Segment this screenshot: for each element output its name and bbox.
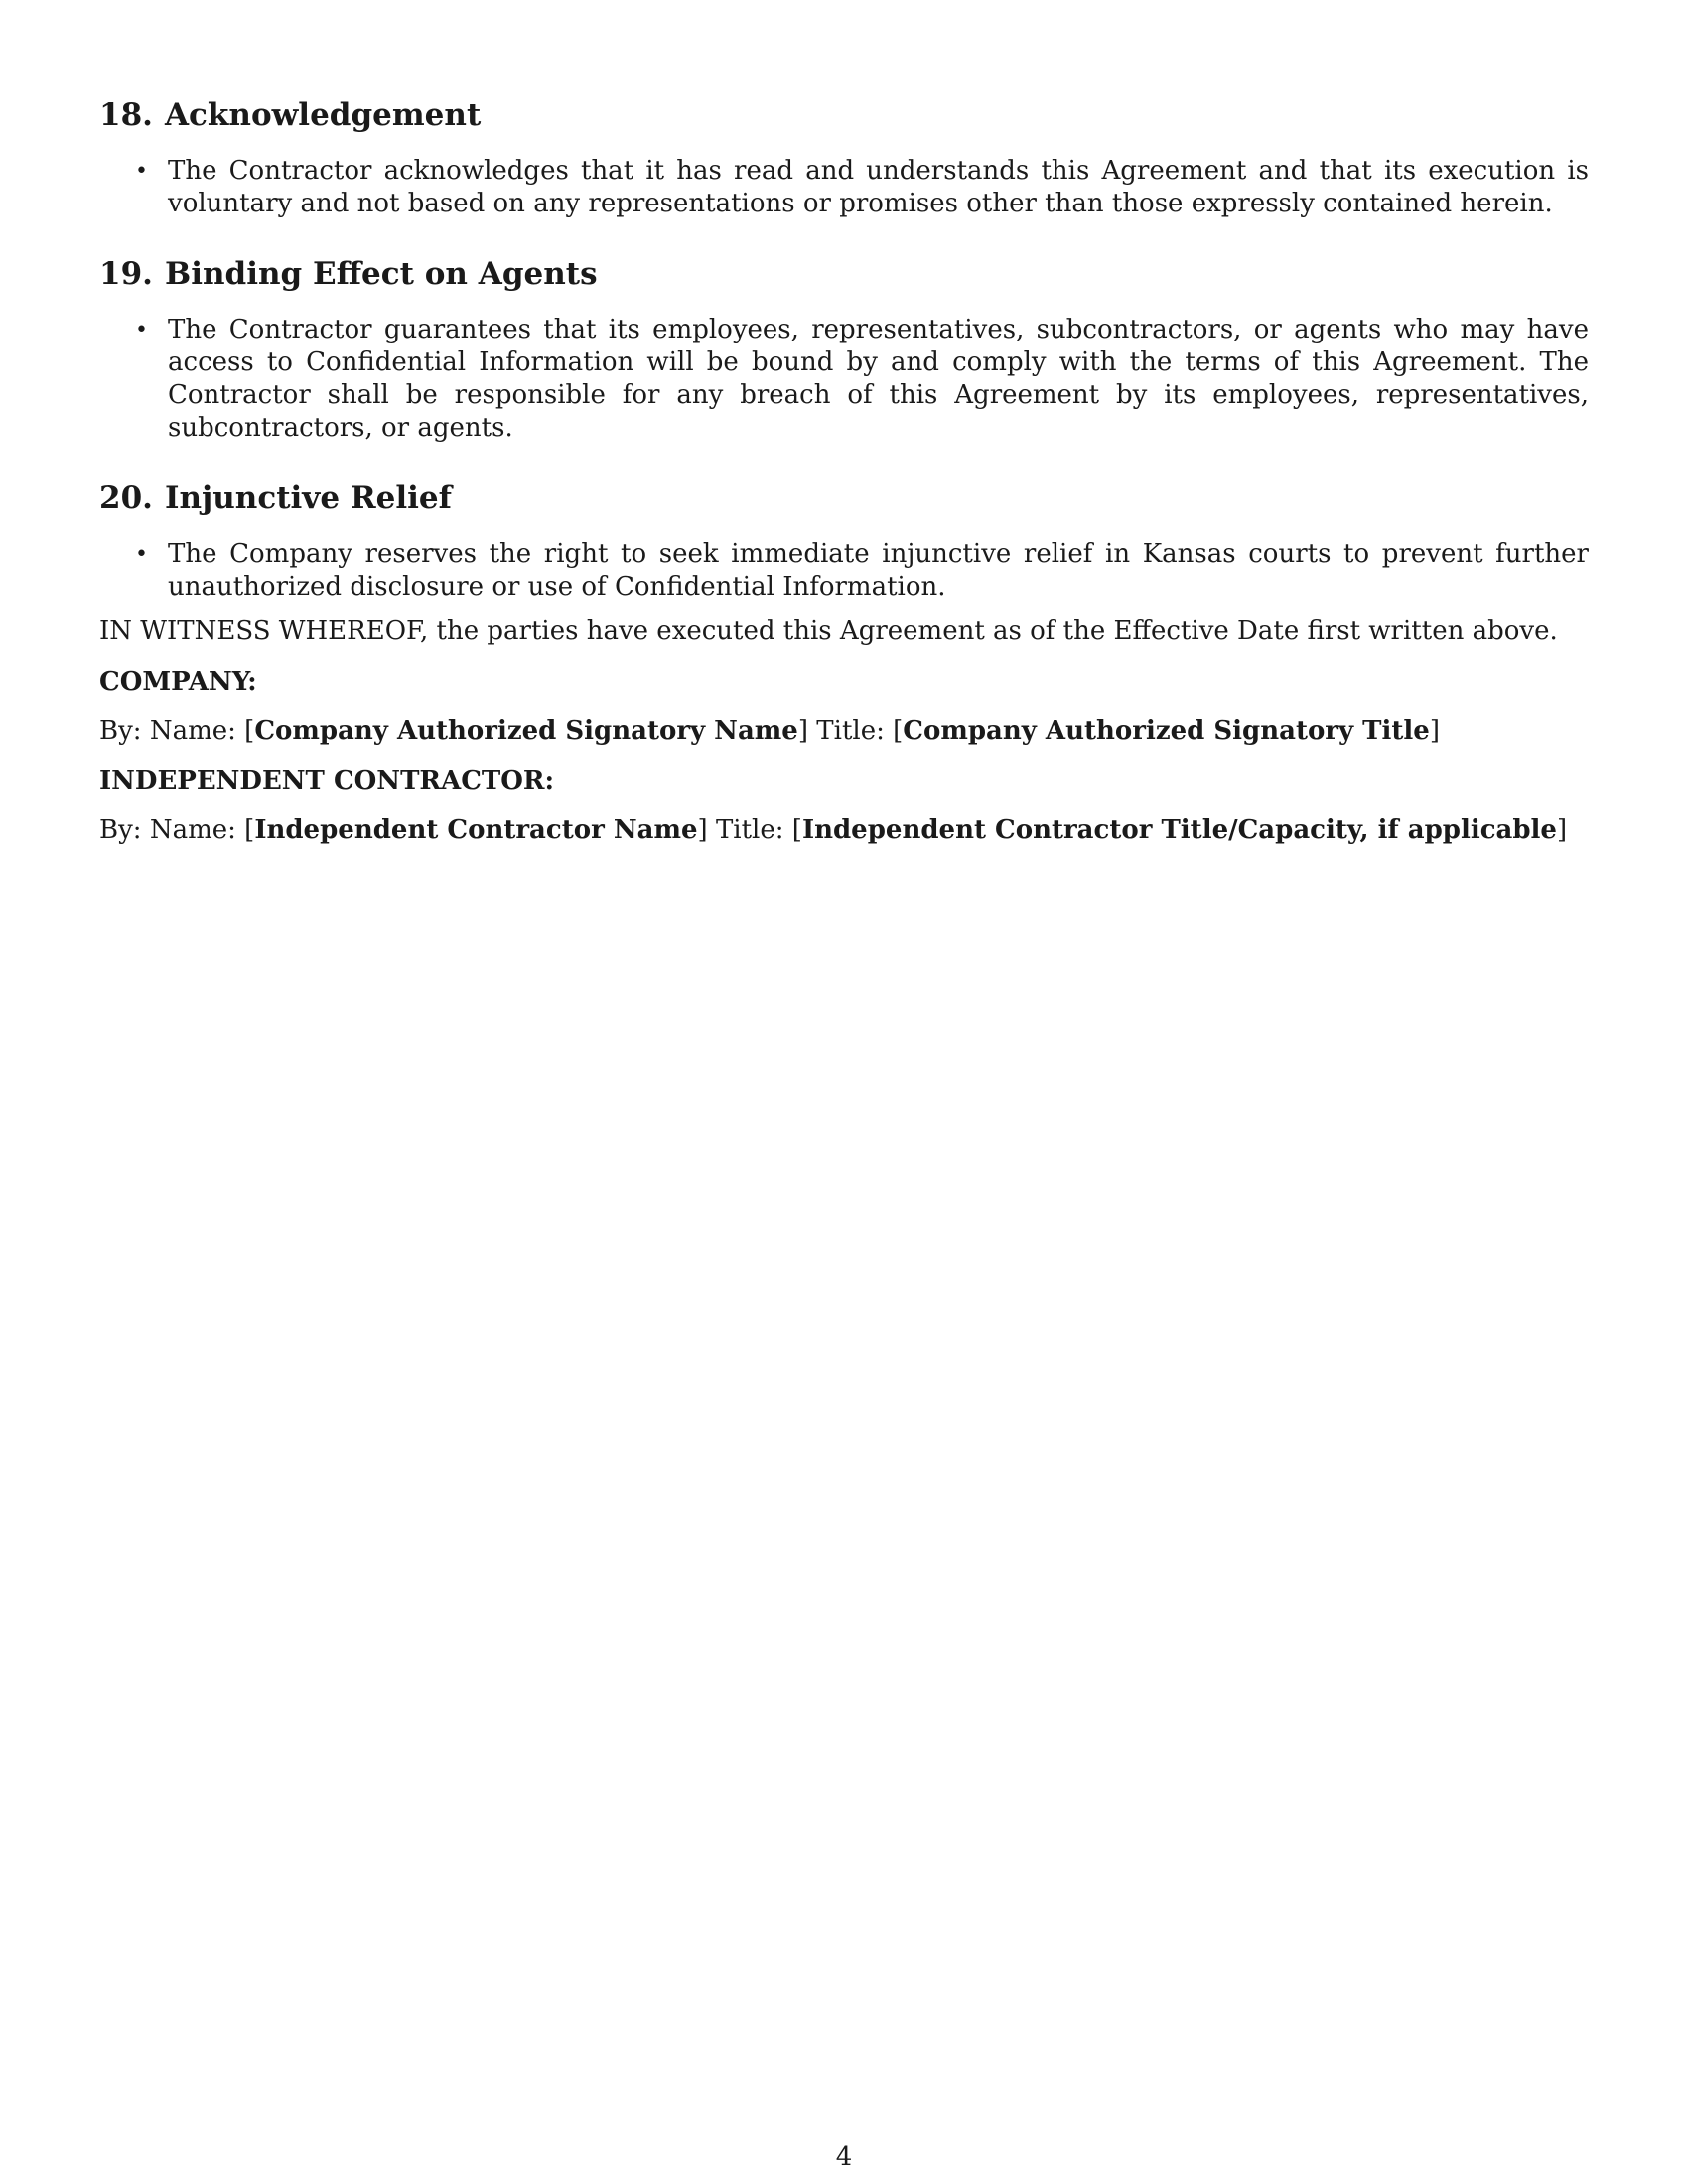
section-title: Injunctive Relief [165, 480, 452, 516]
contractor-signature-line: By: Name: [Independent Contractor Name] Title: [Independent Contractor Title/Capacity, if applicable] [99, 815, 1568, 845]
title-label: Title: [816, 716, 885, 746]
company-signatory-title-field: Company Authorized Signatory Title [903, 716, 1430, 746]
by-label: By: [99, 716, 142, 746]
list-item [99, 538, 1589, 604]
section-heading [99, 254, 1589, 294]
bullet-icon: • [135, 542, 148, 567]
name-label: Name: [149, 716, 236, 746]
bullet-icon: • [135, 318, 148, 342]
company-signatory-name-field: Company Authorized Signatory Name [254, 716, 798, 746]
company-signature-line: By: Name: [Company Authorized Signatory Name] Title: [Company Authorized Signatory Title] [99, 716, 1440, 746]
contractor-signature-heading: INDEPENDENT CONTRACTOR: [99, 766, 555, 796]
bullet-list [99, 538, 1589, 604]
title-label: Title: [715, 815, 784, 845]
contractor-title-field: Independent Contractor Title/Capacity, if applicable [801, 815, 1557, 845]
bullet-list [99, 314, 1589, 445]
contractor-name-field: Independent Contractor Name [254, 815, 698, 845]
section-number: 19. [99, 256, 153, 292]
list-item [99, 155, 1589, 220]
section-number: 18. [99, 97, 153, 133]
section-title: Acknowledgement [165, 97, 482, 133]
name-label: Name: [149, 815, 236, 845]
section-title: Binding Effect on Agents [165, 256, 598, 292]
list-item-text: The Company reserves the right to seek immediate injunctive relief in Kansas courts to prevent further unauthorized disclosure or use of Confidential Information. [168, 539, 1589, 602]
bullet-list [99, 155, 1589, 220]
bullet-icon: • [135, 159, 148, 184]
section-18 [99, 95, 1589, 220]
witness-clause: IN WITNESS WHEREOF, the parties have executed this Agreement as of the Effective Date first written above. [99, 616, 1558, 646]
page-number: 4 [835, 2142, 853, 2172]
section-number: 20. [99, 480, 153, 516]
section-19 [99, 254, 1589, 445]
by-label: By: [99, 815, 142, 845]
document-page [99, 95, 1589, 865]
list-item-text: The Contractor guarantees that its employees, representatives, subcontractors, or agents who may have access to Confidential Information will be bound by and comply with the terms of this Agreement. The Contractor shall be responsible for any breach of this Agreement by its employees, representatives, subcontractors, or agents. [168, 315, 1589, 443]
company-signature-heading: COMPANY: [99, 667, 257, 697]
section-heading [99, 478, 1589, 518]
section-heading [99, 95, 1589, 135]
list-item-text: The Contractor acknowledges that it has read and understands this Agreement and that its execution is voluntary and not based on any representations or promises other than those expressly contained herein. [168, 156, 1589, 218]
section-20 [99, 478, 1589, 604]
list-item [99, 314, 1589, 445]
